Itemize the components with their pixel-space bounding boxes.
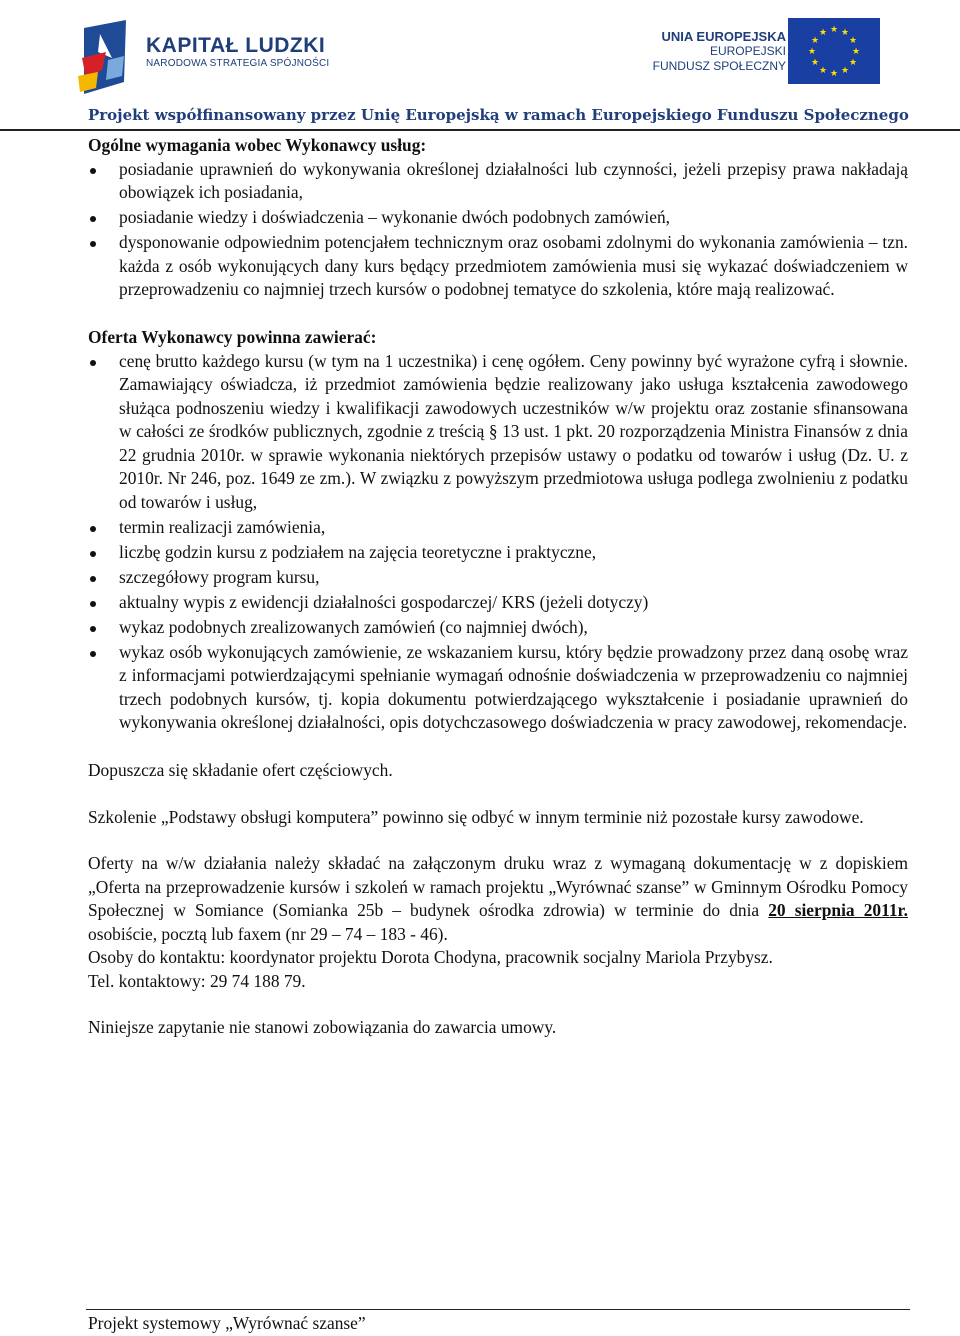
- eu-union-label: UNIA EUROPEJSKA: [661, 29, 786, 44]
- offer-heading: Oferta Wykonawcy powinna zawierać:: [88, 327, 377, 347]
- document-body: [88, 134, 908, 1040]
- svg-text:★: ★: [829, 69, 839, 79]
- submission-text: Oferty na w/w działania należy składać na załączonym druku wraz z wymaganą dokumentację w z dopiskiem „Oferta na przeprowadzenie kursów i szkoleń w ramach projektu „Wyrównać szanse” w Gminnym Ośrodku Pomocy Społecznej w Somiance (Somianka 25b – budynek ośrodka zdrowia) w terminie do dnia: [88, 853, 908, 920]
- page-header: [0, 0, 960, 130]
- eu-fund-label-1: EUROPEJSKI: [709, 44, 786, 58]
- list-item: termin realizacji zamówienia,: [88, 516, 908, 540]
- list-item: wykaz osób wykonujących zamówienie, ze wskazaniem kursu, który będzie prowadzony przez daną osobę wraz z informacjami potwierdzającymi spełnianie wymagań odnośnie doświadczenia w przeprowadzeniu co najmniej trzech podobnych kursów, tj. kopia dokumentu potwierdzającego wykształcenie i posiadanie uprawnień do wykonywania określonej działalności, opis dotychczasowego doświadczenia w pracy zawodowej, rekomendacje.: [88, 641, 908, 735]
- spacer: [88, 993, 908, 1016]
- kapital-ludzki-subtitle: NARODOWA STRATEGIA SPÓJNOŚCI: [146, 58, 330, 69]
- requirements-heading: Ogólne wymagania wobec Wykonawcy usług:: [88, 135, 427, 155]
- svg-text:★: ★: [829, 25, 839, 35]
- list-item: cenę brutto każdego kursu (w tym na 1 uczestnika) i cenę ogółem. Ceny powinny być wyrażone cyfrą i słownie. Zamawiający oświadcza, iż przedmiot zamówienia będzie realizowany jako usługa kształcenia zawodowego służąca podnoszeniu wiedzy i kwalifikacji zawodowych uczestników w/w projektu oraz zostanie sfinansowana w całości ze środków publicznych, zgodnie z treścią § 13 ust. 1 pkt. 20 rozporządzenia Ministra Finansów z dnia 22 grudnia 2010r. w sprawie wykonania niektórych przepisów ustawy o podatku od towarów i usług (Dz. U. z 2010r. Nr 246, poz. 1649 ze zm.). W związku z powyższym przedmiotowa usługa podlega zwolnieniu z podatku od towarów i usług,: [88, 350, 908, 515]
- header-divider: [0, 129, 960, 131]
- svg-text:★: ★: [840, 66, 850, 76]
- list-item: posiadanie wiedzy i doświadczenia – wykonanie dwóch podobnych zamówień,: [88, 206, 908, 230]
- partial-offers-note: Dopuszcza się składanie ofert częściowych.: [88, 760, 393, 780]
- kapital-ludzki-name: KAPITAŁ LUDZKI: [146, 34, 326, 57]
- contact-persons: Osoby do kontaktu: koordynator projektu Dorota Chodyna, pracownik socjalny Mariola Przybysz.: [88, 947, 773, 967]
- list-item: liczbę godzin kursu z podziałem na zajęcia teoretyczne i praktyczne,: [88, 541, 908, 565]
- list-item: szczegółowy program kursu,: [88, 566, 908, 590]
- requirements-list: [88, 158, 908, 302]
- kapital-ludzki-logo: [78, 20, 338, 100]
- list-item: dysponowanie odpowiednim potencjałem technicznym oraz osobami zdolnymi do wykonania zamówienia – tzn. każda z osób wykonujących dany kurs będący przedmiotem zamówienia musi się wykazać doświadczeniem w przeprowadzeniu co najmniej trzech kursów o podobnej tematyce do szkolenia, które mają realizować.: [88, 231, 908, 302]
- svg-text:★: ★: [818, 66, 828, 76]
- spacer: [88, 783, 908, 806]
- disclaimer: Niniejsze zapytanie nie stanowi zobowiązania do zawarcia umowy.: [88, 1017, 557, 1037]
- kapital-ludzki-emblem-icon: [78, 20, 144, 100]
- training-note: Szkolenie „Podstawy obsługi komputera” powinno się odbyć w innym terminie niż pozostałe kursy zawodowe.: [88, 806, 864, 827]
- submission-deadline: 20 sierpnia 2011r.: [768, 900, 908, 920]
- list-item: aktualny wypis z ewidencji działalności gospodarczej/ KRS (jeżeli dotyczy): [88, 591, 908, 615]
- svg-text:★: ★: [810, 58, 820, 68]
- footer-project-name: Projekt systemowy „Wyrównać szanse”: [88, 1313, 366, 1333]
- list-item: wykaz podobnych zrealizowanych zamówień (co najmniej dwóch),: [88, 616, 908, 640]
- eu-flag-icon: [788, 18, 880, 84]
- submission-method: osobiście, pocztą lub faxem (nr 29 – 74 – 183 - 46).: [88, 923, 448, 944]
- list-item: posiadanie uprawnień do wykonywania określonej działalności lub czynności, jeżeli przepisy prawa nakładają obowiązek ich posiadania,: [88, 158, 908, 205]
- eu-fund-label-2: FUNDUSZ SPOŁECZNY: [652, 59, 786, 73]
- svg-text:★: ★: [840, 28, 850, 38]
- submission-paragraph: [88, 852, 908, 946]
- spacer: [88, 829, 908, 852]
- svg-text:★: ★: [818, 28, 828, 38]
- svg-text:★: ★: [807, 47, 817, 57]
- svg-text:★: ★: [848, 36, 858, 46]
- contact-phone: Tel. kontaktowy: 29 74 188 79.: [88, 970, 306, 991]
- spacer: [88, 736, 908, 759]
- cofinancing-statement: Projekt współfinansowany przez Unię Europejską w ramach Europejskiego Funduszu Społecznego: [88, 106, 909, 124]
- footer-divider: [86, 1309, 910, 1310]
- svg-text:★: ★: [810, 36, 820, 46]
- svg-text:★: ★: [848, 58, 858, 68]
- svg-text:★: ★: [851, 47, 861, 57]
- eu-logo: [620, 14, 890, 94]
- offer-list: [88, 350, 908, 735]
- spacer: [88, 303, 908, 326]
